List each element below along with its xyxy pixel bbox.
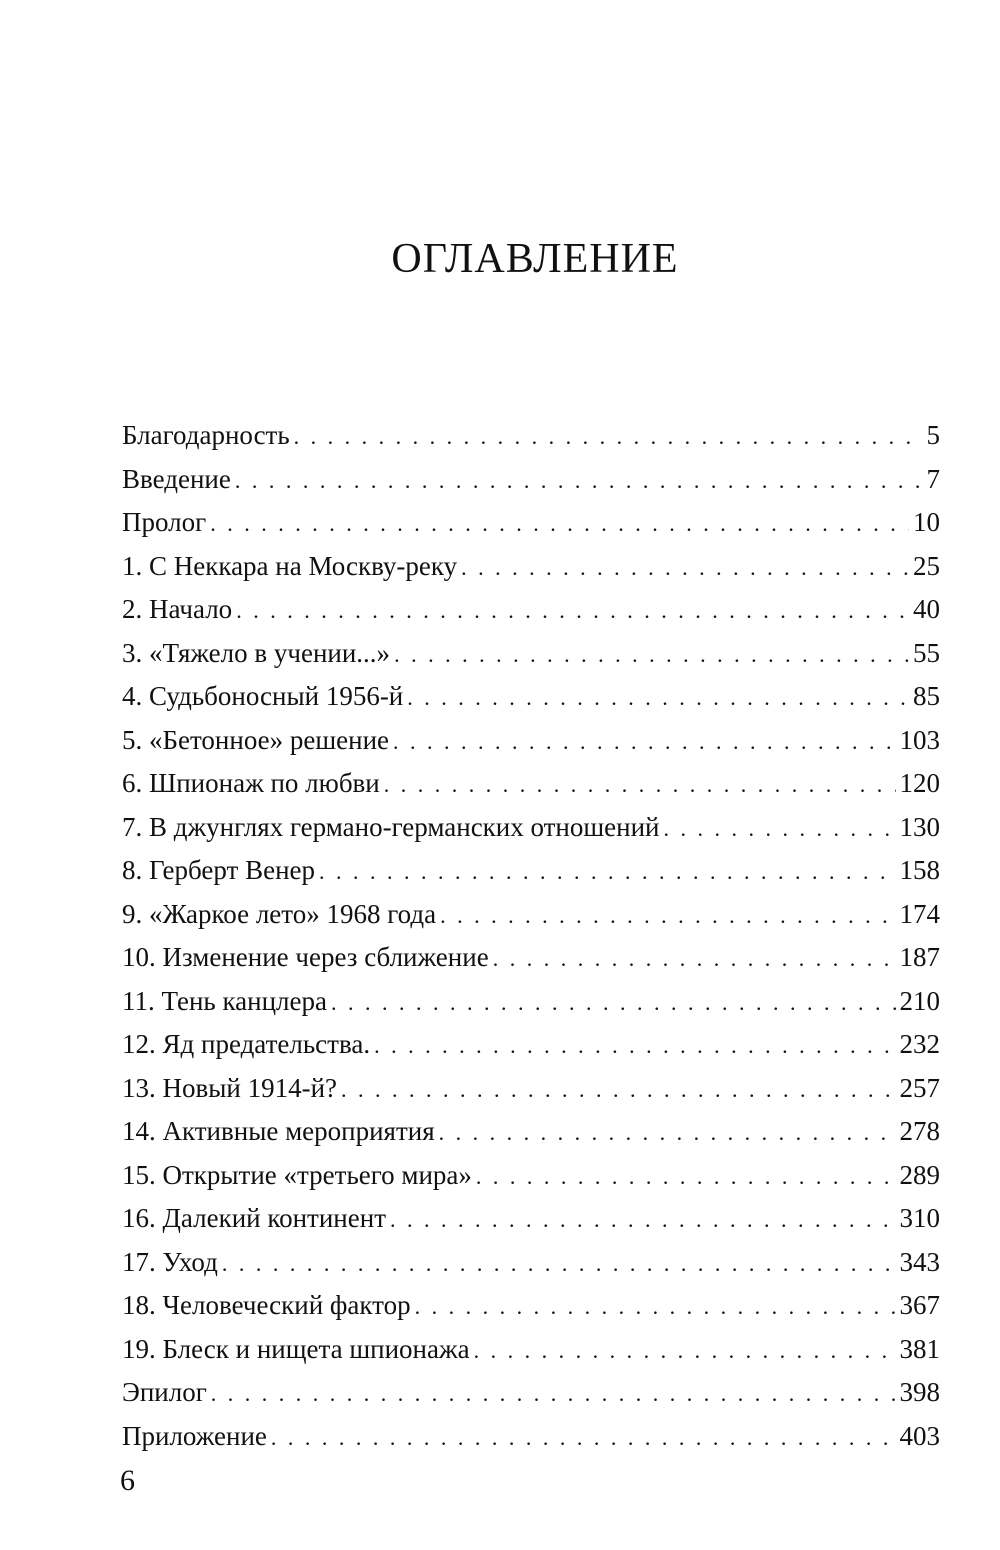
dot-leader [271, 1416, 896, 1460]
dot-leader [374, 1024, 895, 1068]
dot-leader [294, 415, 923, 459]
toc-entry-page: 381 [899, 1333, 940, 1364]
toc-entry-title: 11. Тень канцлера [122, 985, 327, 1016]
toc-entry [122, 1241, 940, 1285]
toc-entry [122, 1328, 940, 1372]
toc-entry-title: 18. Человеческий фактор [122, 1290, 411, 1320]
dot-leader [493, 937, 896, 981]
toc-entry [122, 1154, 940, 1198]
toc-entry-title: 17. Уход [122, 1246, 218, 1277]
toc-entry [122, 1197, 940, 1241]
toc-entry-page: 130 [899, 811, 940, 842]
toc-entry-title: 13. Новый 1914-й? [122, 1072, 338, 1103]
toc-entry-title: Благодарность [122, 420, 290, 450]
toc-entry [122, 458, 940, 502]
toc-entry-page: 289 [899, 1159, 940, 1190]
dot-leader [222, 1242, 896, 1286]
toc-entry-page: 210 [899, 985, 940, 1016]
toc-entry [122, 936, 940, 980]
toc-entry-page: 187 [899, 942, 940, 972]
table-of-contents [122, 414, 940, 1458]
toc-entry-page: 120 [899, 768, 940, 798]
dot-leader [474, 1329, 896, 1373]
toc-entry-page: 7 [926, 463, 940, 494]
toc-entry [122, 762, 940, 806]
dot-leader [211, 1372, 896, 1416]
toc-entry-page: 158 [899, 855, 940, 885]
toc-entry [122, 806, 940, 850]
toc-entry-title: 1. С Неккара на Москву-реку [122, 550, 458, 581]
dot-leader [384, 763, 896, 807]
toc-entry-title: 7. В джунглях германо-германских отношений [122, 811, 660, 842]
dot-leader [461, 546, 909, 590]
dot-leader [341, 1068, 895, 1112]
toc-entry-title: 16. Далекий континент [122, 1203, 386, 1233]
toc-entry-title: 2. Начало [122, 594, 233, 624]
toc-entry-page: 278 [899, 1116, 940, 1146]
dot-leader [331, 981, 896, 1025]
toc-entry [122, 588, 940, 632]
dot-leader [236, 589, 909, 633]
toc-entry-title: Введение [122, 463, 231, 494]
toc-entry [122, 545, 940, 589]
toc-entry-title: 10. Изменение через сближение [122, 942, 489, 972]
toc-entry [122, 1110, 940, 1154]
toc-entry-page: 40 [913, 594, 940, 624]
toc-entry [122, 675, 940, 719]
toc-entry-page: 10 [913, 507, 940, 537]
toc-entry-title: Приложение [122, 1420, 267, 1451]
dot-leader [319, 850, 895, 894]
toc-entry [122, 893, 940, 937]
toc-entry-title: Эпилог [122, 1377, 207, 1407]
dot-leader [210, 502, 909, 546]
toc-entry-title: 5. «Бетонное» решение [122, 724, 390, 755]
toc-entry [122, 1067, 940, 1111]
toc-entry-title: 3. «Тяжело в учении...» [122, 637, 391, 668]
toc-entry-title: 4. Судьбоносный 1956-й [122, 681, 404, 711]
dot-leader [439, 1111, 896, 1155]
toc-entry [122, 719, 940, 763]
toc-entry-page: 25 [913, 550, 940, 581]
toc-entry-title: 14. Активные мероприятия [122, 1116, 435, 1146]
toc-entry [122, 414, 940, 458]
dot-leader [394, 633, 909, 677]
toc-entry [122, 632, 940, 676]
dot-leader [390, 1198, 896, 1242]
dot-leader [664, 807, 896, 851]
toc-entry-page: 257 [899, 1072, 940, 1103]
toc-entry-title: Пролог [122, 507, 207, 537]
dot-leader [235, 459, 923, 503]
toc-entry [122, 849, 940, 893]
toc-entry-title: 6. Шпионаж по любви [122, 768, 380, 798]
dot-leader [476, 1155, 896, 1199]
toc-entry-page: 310 [899, 1203, 940, 1233]
toc-entry [122, 501, 940, 545]
toc-entry-page: 174 [899, 898, 940, 929]
toc-entry [122, 1415, 940, 1459]
dot-leader [393, 720, 895, 764]
dot-leader [440, 894, 895, 938]
toc-entry [122, 980, 940, 1024]
toc-entry-page: 5 [926, 420, 940, 450]
toc-entry [122, 1023, 940, 1067]
toc-entry-title: 12. Яд предательства. [122, 1029, 371, 1059]
toc-entry-title: 9. «Жаркое лето» 1968 года [122, 898, 437, 929]
toc-entry-page: 398 [899, 1377, 940, 1407]
toc-entry [122, 1371, 940, 1415]
dot-leader [415, 1285, 896, 1329]
page-title: ОГЛАВЛЕНИЕ [391, 236, 679, 282]
toc-entry-page: 55 [913, 637, 940, 668]
toc-entry-page: 343 [899, 1246, 940, 1277]
toc-entry [122, 1284, 940, 1328]
toc-entry-page: 403 [899, 1420, 940, 1451]
dot-leader [407, 676, 909, 720]
toc-entry-title: 19. Блеск и нищета шпионажа [122, 1333, 470, 1364]
toc-entry-page: 367 [899, 1290, 940, 1320]
toc-entry-title: 8. Герберт Венер [122, 855, 316, 885]
toc-entry-page: 85 [913, 681, 940, 711]
toc-entry-page: 232 [899, 1029, 940, 1059]
toc-entry-page: 103 [899, 724, 940, 755]
page-number: 6 [120, 1464, 135, 1497]
toc-entry-title: 15. Открытие «третьего мира» [122, 1159, 472, 1190]
